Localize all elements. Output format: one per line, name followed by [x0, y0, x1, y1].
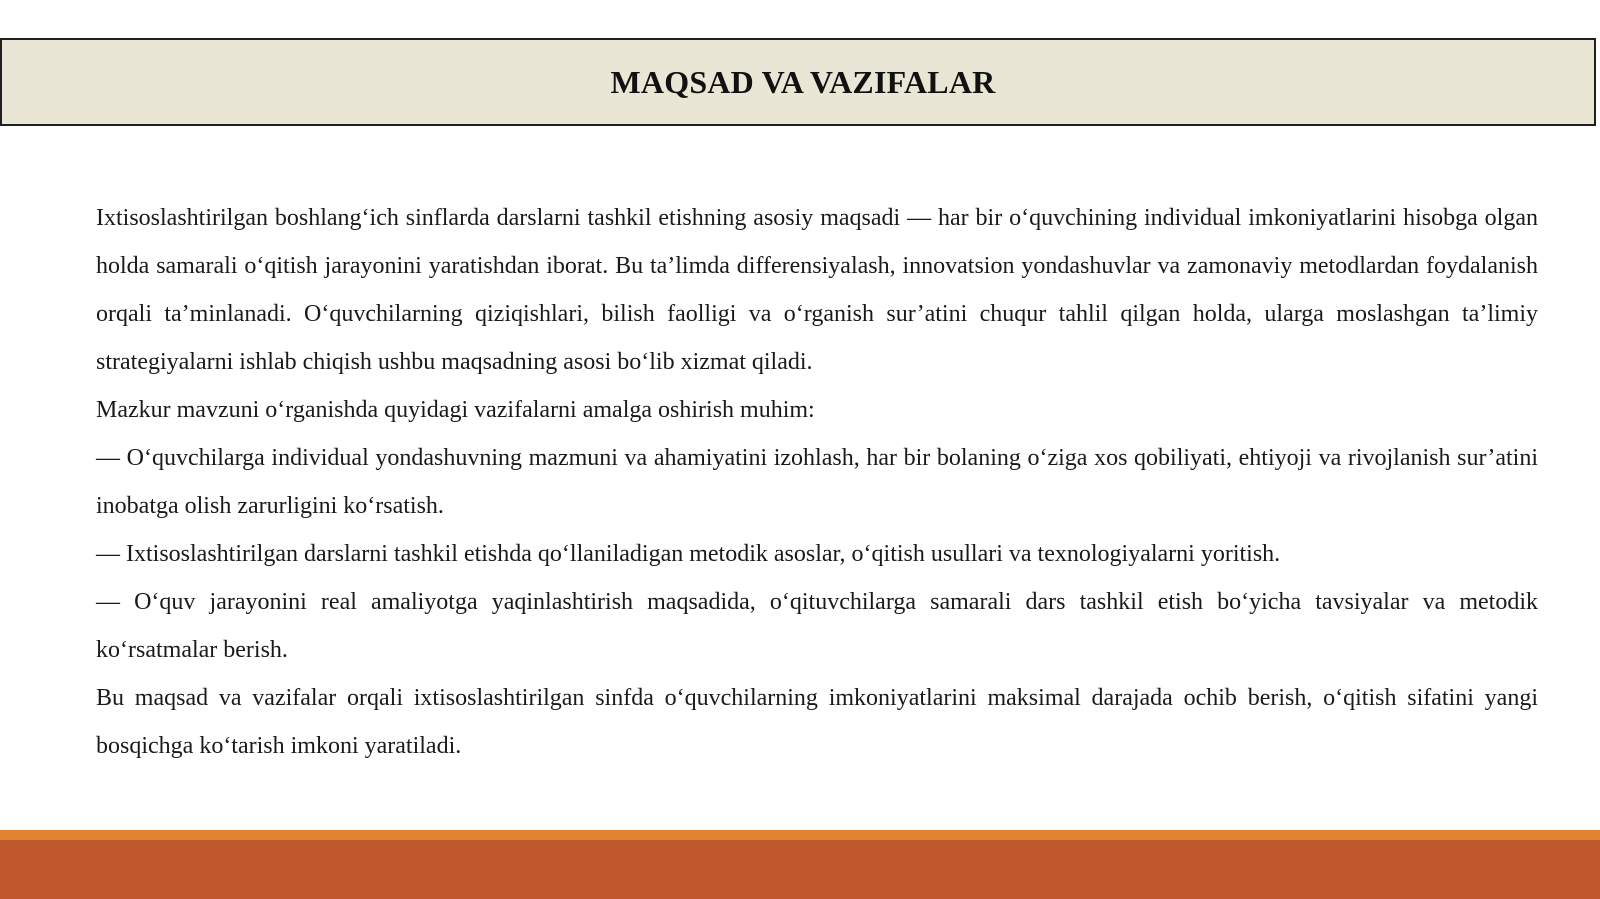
- paragraph-conclusion: Bu maqsad va vazifalar orqali ixtisoslashtirilgan sinfda o‘quvchilarning imkoniyatlarini maksimal darajada ochib berish, o‘qitish sifatini yangi bosqichga ko‘tarish imkoni yaratiladi.: [96, 685, 1538, 759]
- slide-body: [96, 194, 1538, 770]
- title-band: [0, 38, 1596, 126]
- task-item-2: — Ixtisoslashtirilgan darslarni tashkil etishda qo‘llaniladigan metodik asoslar, o‘qitish usullari va texnologiyalarni yoritish.: [96, 541, 1281, 567]
- task-item-3: — O‘quv jarayonini real amaliyotga yaqinlashtirish maqsadida, o‘qituvchilarga samarali dars tashkil etish bo‘yicha tavsiyalar va metodik ko‘rsatmalar berish.: [96, 589, 1538, 663]
- paragraph-tasks-intro: Mazkur mavzuni o‘rganishda quyidagi vazifalarni amalga oshirish muhim:: [96, 397, 815, 423]
- footer-band: [0, 830, 1600, 899]
- paragraph-goal: Ixtisoslashtirilgan boshlang‘ich sinflarda darslarni tashkil etishning asosiy maqsadi — har bir o‘quvchining individual imkoniyatlarini hisobga olgan holda samarali o‘qitish jarayonini yaratishdan iborat. Bu ta’limda differensiyalash, innovatsion yondashuvlar va zamonaviy metodlardan foydalanish orqali ta’minlanadi. O‘quvchilarning qiziqishlari, bilish faolligi va o‘rganish sur’atini chuqur tahlil qilgan holda, ularga moslashgan ta’limiy strategiyalarni ishlab chiqish ushbu maqsadning asosi bo‘lib xizmat qiladi.: [96, 205, 1538, 375]
- task-item-1: — O‘quvchilarga individual yondashuvning mazmuni va ahamiyatini izohlash, har bir bolaning o‘ziga xos qobiliyati, ehtiyoji va rivojlanish sur’atini inobatga olish zarurligini ko‘rsatish.: [96, 445, 1538, 519]
- footer-accent-stripe: [0, 830, 1600, 840]
- slide-title: MAQSAD VA VAZIFALAR: [610, 63, 996, 100]
